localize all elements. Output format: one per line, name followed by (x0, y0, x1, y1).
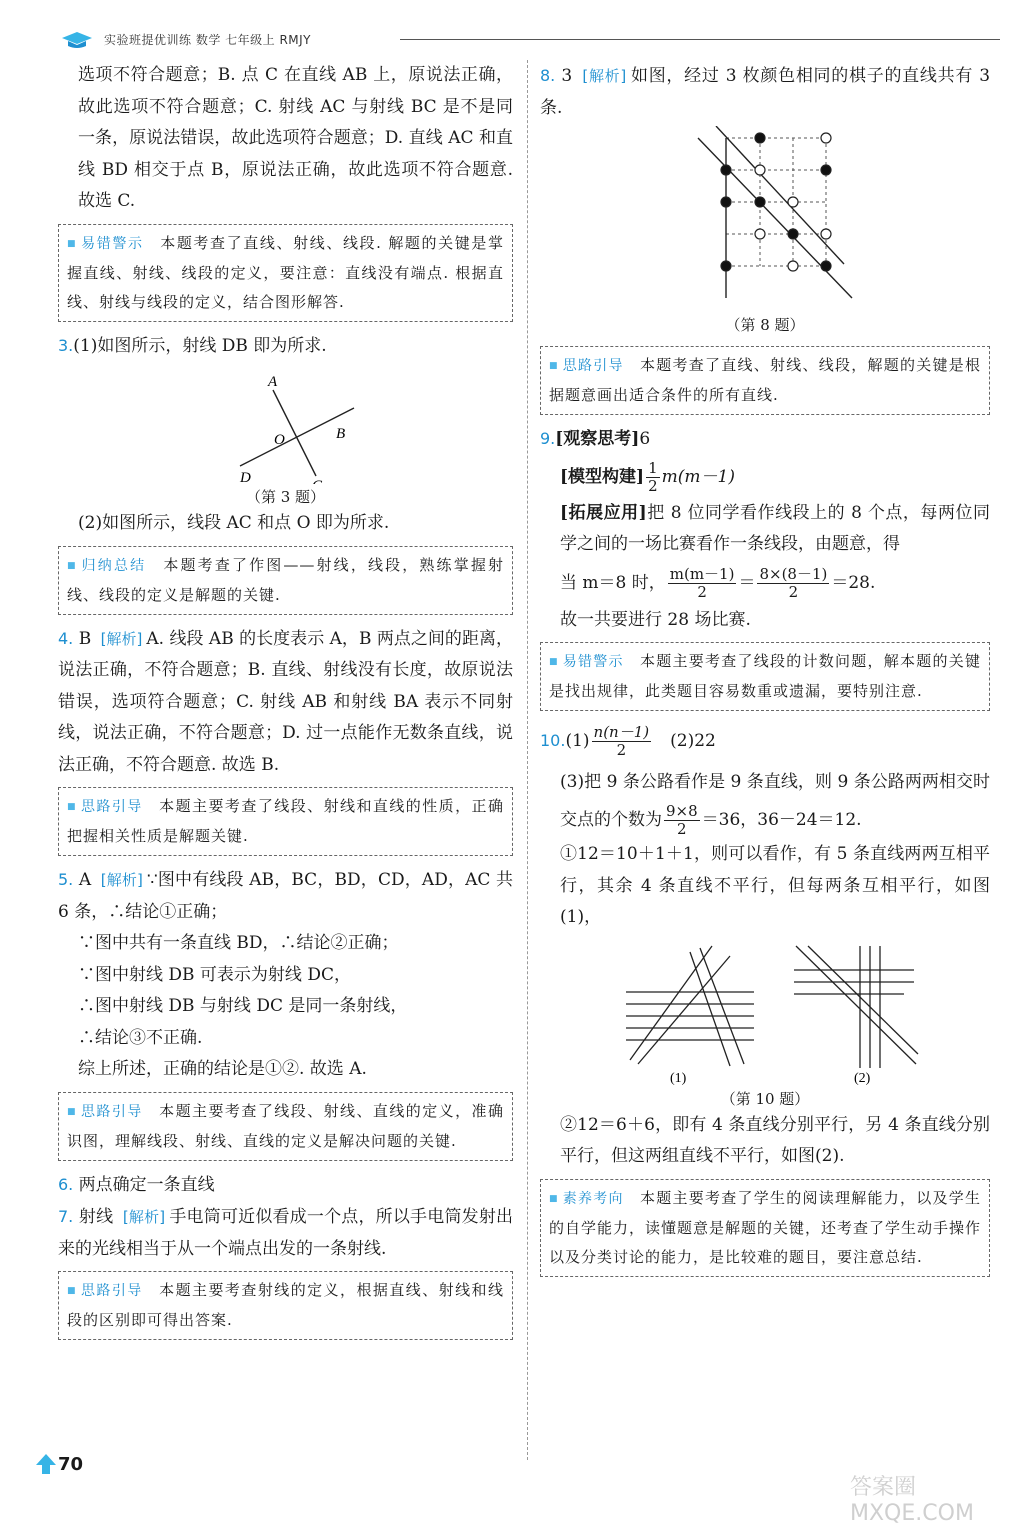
q4-answer: B (78, 628, 92, 649)
q6-text: 两点确定一条直线 (78, 1174, 215, 1195)
q4-number: 4. (58, 628, 74, 648)
q9-number: 9. (540, 429, 556, 448)
q8-chessboard (540, 126, 990, 312)
q8-figure (540, 126, 990, 312)
q7-text: 手电筒可近似看成一个点，所以手电筒发射出来的光线相当于从一个端点出发的一条射线. (58, 1207, 514, 1259)
right-column (540, 60, 990, 1285)
q10-case2: ②12＝6＋6，即有 4 条直线分别平行，另 4 条直线分别平行，但这两组直线不平行，如图(2). (560, 1114, 990, 1166)
q3-part2: (2)如图所示，线段 AC 和点 O 即为所求. (78, 513, 390, 533)
graduation-cap-icon (60, 30, 94, 50)
q5-line5: ∴结论③不正确. (78, 1027, 203, 1048)
q2-continuation: 选项不符合题意；B. 点 C 在直线 AB 上，原说法正确，故此选项不符合题意；C. 射线 AC 与射线 BC 是不是同一条，原说法错误，故此选项符合题意；D. 直线 AC 和直线 BD 相交于点 B，原说法正确，故此选项不符合题意. 故选 C. (78, 65, 513, 211)
note-q4 (58, 787, 513, 856)
q9-model-fraction (646, 460, 660, 495)
q10-diagrams (540, 936, 990, 1086)
header-title: 实验班提优训练 数学 七年级上 RMJY (104, 33, 312, 47)
q10-part1-label: (1) (565, 731, 590, 751)
q6-number: 6. (58, 1174, 74, 1194)
note-q2 (58, 224, 513, 322)
q10-caption: （第 10 题） (720, 1089, 810, 1108)
note-q5-title: ■ 思路引导 (67, 1104, 143, 1120)
q9-calc-result: ＝28. (831, 572, 876, 593)
note-q5 (58, 1092, 513, 1161)
note-q9 (540, 642, 990, 711)
note-q8 (540, 346, 990, 415)
q7-number: 7. (58, 1207, 74, 1226)
note-q5-text: 本题主要考查了线段、射线、直线的定义，准确识图，理解线段、射线、直线的定义是解决问题的关键. (67, 1101, 504, 1150)
note-q8-text: 本题考查了直线、射线、线段，解题的关键是根据题意画出适合条件的所有直线. (549, 356, 981, 404)
q10-fig1-label: (1) (670, 1070, 687, 1086)
q9-text: 把 8 位同学看作线段上的 8 个点，每两位同学之间的一场比赛看作一条线段，由题意，得 (560, 502, 990, 554)
q9-frac1-den: 2 (697, 582, 707, 601)
q8-tag: [解析] (582, 67, 627, 85)
note-q8-title: ■ 思路引导 (549, 358, 624, 374)
up-arrow-icon (34, 1452, 58, 1478)
q3-figure (58, 364, 513, 484)
q9-answer1: 6 (639, 429, 651, 449)
q5-number: 5. (58, 870, 74, 889)
header-rule (400, 39, 1000, 40)
page-number-badge (34, 1452, 84, 1478)
q4-text: A. 线段 AB 的长度表示 A，B 两点之间的距离，说法正确，不符合题意；B. 直线、射线没有长度，故原说法错误，选项符合题意；C. 射线 AB 和射线 BA 表示不同射线，说法正确，不符合题意；D. 过一点能作无数条直线，说法正确，不符合题意. 故选 B. (58, 628, 513, 775)
note-q7-title: ■ 思路引导 (67, 1283, 143, 1299)
note-q2-title: ■ 易错警示 (67, 236, 144, 252)
q10-figure (540, 936, 990, 1086)
note-q2-text: 本题考查了直线、射线、线段. 解题的关键是掌握直线、射线、线段的定义，要注意：直线没有端点. 根据直线、射线与线段的定义，结合图形解答. (67, 233, 504, 311)
note-q4-title: ■ 思路引导 (67, 799, 143, 815)
note-q9-title: ■ 易错警示 (549, 654, 624, 670)
q3-label-d: D (240, 470, 251, 484)
q9-eq: ＝ (738, 572, 756, 593)
q10-frac3 (664, 803, 700, 838)
q7-answer: 射线 (78, 1207, 114, 1227)
q5-line2: ∵图中共有一条直线 BD，∴结论②正确； (78, 933, 399, 953)
q9-frac2-den: 2 (788, 582, 799, 601)
note-q10-text: 本题主要考查了学生的阅读理解能力，以及学生的自学能力，读懂题意是解题的关键，还考查了学生动手操作以及分类讨论的能力，是比较难的题目，要注意总结. (549, 1188, 982, 1266)
q10-part3b: ＝36，36－24＝12. (701, 810, 862, 830)
q10-frac-n (592, 724, 652, 759)
q9-tag-observe: [观察思考] (555, 429, 640, 449)
q5-line6: 综上所述，正确的结论是①②. 故选 A. (78, 1059, 367, 1079)
q5-line1: ∵图中有线段 AB，BC，BD，CD，AD，AC 共 6 条，∴结论①正确； (58, 870, 513, 922)
q5-line4: ∴图中射线 DB 与射线 DC 是同一条射线， (78, 996, 408, 1016)
q10-number: 10. (540, 731, 566, 750)
q3-part1: (1)如图所示，射线 DB 即为所求. (73, 335, 327, 356)
q8-number: 8. (540, 66, 556, 85)
q8-caption: （第 8 题） (725, 316, 805, 334)
q9-frac2-num: 8×(8－1) (759, 564, 828, 583)
q5-line3: ∵图中射线 DB 可表示为射线 DC， (78, 964, 351, 985)
page-header (60, 30, 1000, 50)
q3-label-a: A (268, 374, 278, 390)
q10-fig2-lines (794, 946, 918, 1068)
q10-frac-n-den: 2 (616, 741, 627, 759)
q5-tag: [解析] (100, 871, 143, 889)
q10-fig2-label: (2) (854, 1070, 871, 1086)
q9-conclusion: 故一共要进行 28 场比赛. (560, 609, 751, 630)
note-q9-text: 本题主要考查了线段的计数问题，解本题的关键是找出规律，此类题目容易数重或遗漏，要特别注意. (549, 652, 981, 700)
page-number: 70 (58, 1454, 84, 1475)
q10-frac3-den: 2 (677, 820, 687, 838)
q10-frac3-num: 9×8 (666, 802, 698, 820)
q7-tag: [解析] (122, 1208, 166, 1226)
column-divider (527, 60, 528, 1460)
q5-answer: A (78, 870, 92, 890)
q8-answer: 3 (561, 66, 573, 86)
note-q3-title: ■ 归纳总结 (67, 558, 146, 574)
q3-label-b: B (336, 426, 346, 442)
watermark (850, 1470, 1034, 1526)
note-q3-text: 本题考查了作图——射线，线段，熟练掌握射线、线段的定义是解题的关键. (67, 555, 504, 604)
q9-model-rest: m(m－1) (661, 466, 735, 487)
watermark-text: 答案圈 MXQE.COM (850, 1475, 974, 1526)
q10-fig1-lines (626, 946, 754, 1066)
q10-case1: ①12＝10＋1＋1，则可以看作，有 5 条直线两两互相平行，其余 4 条直线不平行，但每两条互相平行，如图(1)， (560, 844, 990, 927)
q9-frac1 (668, 566, 737, 601)
q9-calc-pre: 当 m＝8 时， (560, 572, 666, 593)
note-q7 (58, 1271, 513, 1340)
q3-label-o: O (274, 432, 285, 448)
q10-part3a: (3)把 9 条公路看作是 9 条直线，则 9 条公路两两相交时交点的个数为 (560, 772, 990, 830)
q9-tag-extend: [拓展应用] (560, 502, 647, 523)
q9-frac1-num: m(m－1) (669, 564, 735, 583)
q9-frac2 (757, 566, 829, 601)
note-q7-text: 本题主要考查射线的定义，根据直线、射线和线段的区别即可得出答案. (67, 1281, 504, 1329)
q10-part2: (2)22 (670, 731, 716, 751)
q8-text: 如图，经过 3 枚颜色相同的棋子的直线共有 3 条. (540, 66, 991, 118)
q9-model-num: 1 (648, 458, 658, 477)
note-q10 (540, 1179, 990, 1277)
q3-caption: （第 3 题） (245, 488, 326, 506)
q9-tag-model: [模型构建] (560, 466, 645, 487)
q10-frac-n-num: n(n－1) (593, 723, 650, 741)
q3-label-c (312, 478, 323, 484)
left-column (58, 60, 513, 1348)
note-q3 (58, 546, 513, 615)
q3-diagram (58, 364, 513, 484)
note-q4-text: 本题主要考查了线段、射线和直线的性质，正确把握相关性质是解题关键. (67, 797, 504, 845)
q9-model-den: 2 (648, 476, 658, 495)
q3-number: 3. (58, 335, 74, 355)
q4-tag: [解析] (100, 629, 143, 648)
note-q10-title: ■ 素养考向 (549, 1191, 624, 1207)
